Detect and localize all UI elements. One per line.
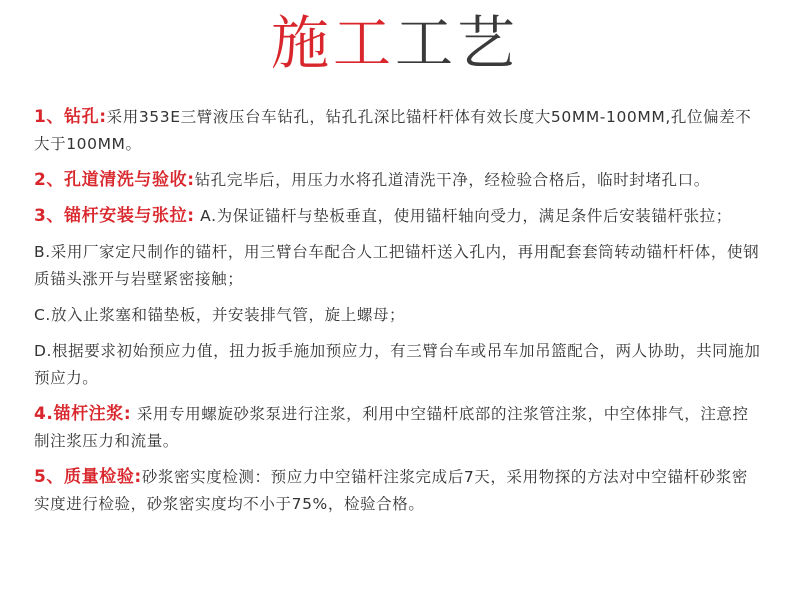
process-description — [34, 104, 762, 527]
section-text: 采用专用螺旋砂浆泵进行注浆，利用中空锚杆底部的注浆管注浆，中空体排气，注意控制注浆压力和流量。 — [34, 405, 749, 450]
section-text: 采用353E三臂液压台车钻孔，钻孔孔深比锚杆杆体有效长度大50MM-100MM,孔位偏差不大于100MM。 — [34, 108, 752, 153]
page-title — [0, 8, 790, 78]
section-step-d — [34, 338, 762, 392]
section-text: 砂浆密实度检测：预应力中空锚杆注浆完成后7天，采用物探的方法对中空锚杆砂浆密实度进行检验，砂浆密实度均不小于75%，检验合格。 — [34, 468, 748, 513]
section-drilling — [34, 104, 762, 158]
section-text: A.为保证锚杆与垫板垂直，使用锚杆轴向受力，满足条件后安装锚杆张拉； — [194, 207, 732, 225]
section-quality-inspection — [34, 464, 762, 518]
section-heading: 4.锚杆注浆: — [34, 404, 132, 424]
section-heading: 3、锚杆安装与张拉: — [34, 206, 195, 226]
section-text: C.放入止浆塞和锚垫板，并安装排气管，旋上螺母； — [34, 306, 406, 324]
section-grouting — [34, 401, 762, 455]
title-part-dark: 工艺 — [395, 9, 520, 77]
section-hole-cleaning — [34, 167, 762, 194]
section-text: D.根据要求初始预应力值，扭力扳手施加预应力，有三臂台车或吊车加吊篮配合，两人协助，共同施加预应力。 — [34, 342, 761, 387]
section-step-b — [34, 239, 762, 293]
section-text: 钻孔完毕后，用压力水将孔道清洗干净，经检验合格后，临时封堵孔口。 — [194, 171, 710, 189]
section-anchor-installation — [34, 203, 762, 230]
section-heading: 5、质量检验: — [34, 467, 142, 487]
title-part-red: 施工 — [270, 9, 395, 77]
section-heading: 1、钻孔: — [34, 107, 107, 127]
section-text: B.采用厂家定尺制作的锚杆，用三臂台车配合人工把锚杆送入孔内，再用配套套筒转动锚杆杆体，使钢质锚头涨开与岩壁紧密接触； — [34, 243, 760, 288]
section-step-c — [34, 302, 762, 329]
section-heading: 2、孔道清洗与验收: — [34, 170, 195, 190]
